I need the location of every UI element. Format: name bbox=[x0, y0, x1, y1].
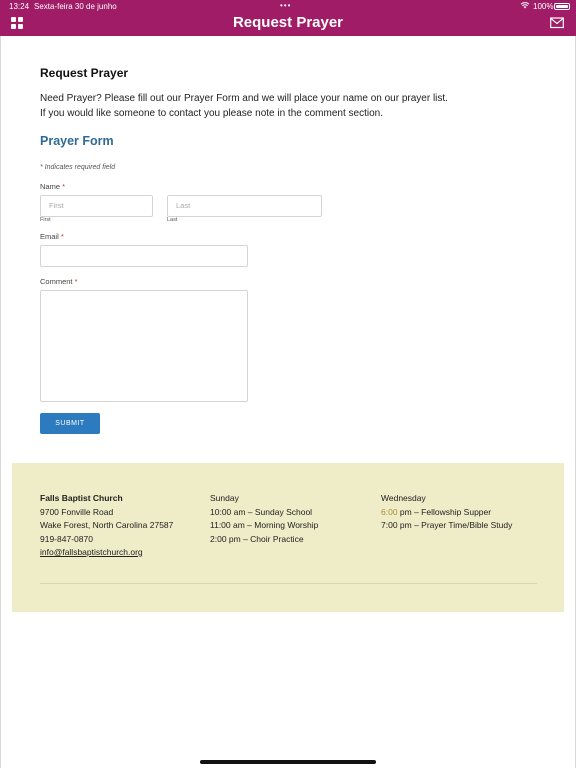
last-name-sublabel: Last bbox=[167, 217, 178, 223]
footer-divider bbox=[40, 583, 537, 584]
wifi-icon bbox=[520, 1, 530, 9]
frame-border-left bbox=[0, 36, 1, 768]
status-date: Sexta-feira 30 de junho bbox=[34, 2, 117, 11]
email-label bbox=[40, 232, 64, 241]
first-name-input[interactable]: First bbox=[40, 195, 153, 217]
email-label-text: Email bbox=[40, 232, 59, 241]
wednesday-item-time: 6:00 bbox=[381, 506, 398, 517]
wednesday-item-text: pm – Fellowship Supper bbox=[397, 506, 492, 517]
footer-sunday bbox=[210, 492, 318, 546]
sunday-item: 2:00 pm – Choir Practice bbox=[210, 533, 304, 544]
status-time: 13:24 bbox=[9, 2, 30, 11]
first-name-sublabel: First bbox=[40, 217, 51, 223]
page-title-header: Request Prayer bbox=[232, 14, 344, 31]
multitasking-dots[interactable]: ••• bbox=[280, 1, 292, 10]
address-line-2: Wake Forest, North Carolina 27587 bbox=[40, 520, 174, 530]
sunday-heading: Sunday bbox=[210, 493, 239, 503]
app-header bbox=[0, 0, 576, 36]
wednesday-item bbox=[381, 506, 512, 520]
wednesday-heading: Wednesday bbox=[381, 493, 426, 503]
required-star: * bbox=[62, 182, 66, 191]
footer-contact bbox=[40, 492, 173, 560]
last-name-input[interactable]: Last bbox=[167, 195, 322, 217]
church-name: Falls Baptist Church bbox=[40, 493, 123, 503]
sunday-item: 10:00 am – Sunday School bbox=[210, 506, 313, 517]
required-field-note: * Indicates required field bbox=[40, 164, 116, 171]
footer bbox=[12, 463, 564, 612]
required-star: * bbox=[60, 232, 64, 241]
comment-label-text: Comment bbox=[40, 277, 73, 286]
comment-label bbox=[40, 277, 78, 286]
intro-text-line-2: If you would like someone to contact you please note in the comment section. bbox=[40, 108, 383, 119]
intro-text-line-1: Need Prayer? Please fill out our Prayer Form and we will place your name on our prayer list. bbox=[40, 93, 448, 104]
required-star: * bbox=[74, 277, 78, 286]
battery-icon bbox=[554, 3, 570, 10]
battery-percent: 100% bbox=[533, 2, 554, 11]
email-link[interactable]: info@fallsbaptistchurch.org bbox=[40, 547, 143, 557]
footer-wednesday bbox=[381, 492, 512, 533]
comment-textarea[interactable] bbox=[40, 290, 248, 402]
form-title: Prayer Form bbox=[40, 134, 114, 148]
submit-button[interactable]: SUBMIT bbox=[40, 413, 100, 434]
wednesday-item: 7:00 pm – Prayer Time/Bible Study bbox=[381, 520, 513, 530]
address-line-1: 9700 Fonville Road bbox=[40, 506, 114, 517]
mail-icon[interactable] bbox=[550, 17, 564, 29]
home-indicator[interactable] bbox=[200, 760, 376, 764]
name-label-text: Name bbox=[40, 182, 61, 191]
page-heading: Request Prayer bbox=[40, 66, 129, 80]
name-label bbox=[40, 182, 65, 191]
email-input[interactable] bbox=[40, 245, 248, 267]
sunday-item: 11:00 am – Morning Worship bbox=[210, 520, 319, 530]
phone-number[interactable]: 919-847-0870 bbox=[40, 533, 93, 544]
